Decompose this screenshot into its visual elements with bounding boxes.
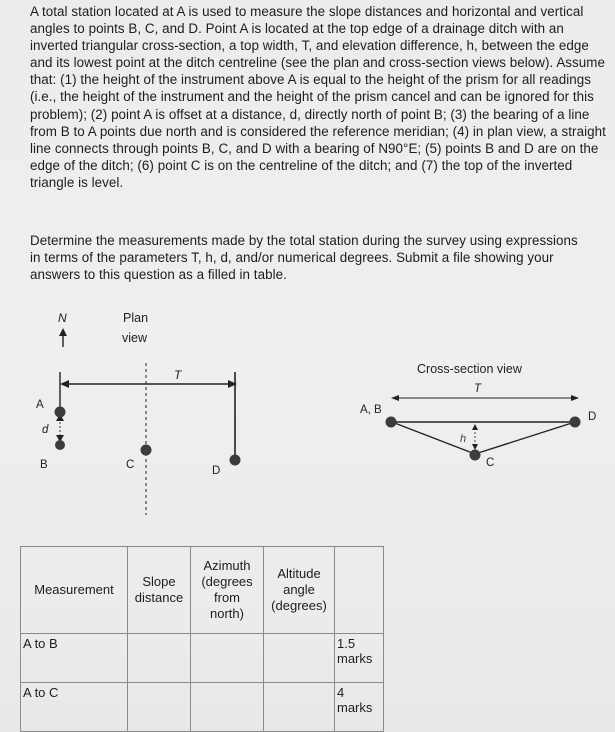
row-label: A to C [21, 683, 128, 732]
cross-section-title: Cross-section view [417, 362, 522, 376]
plan-label-B: B [40, 459, 48, 471]
cross-point-AB [386, 417, 397, 428]
question-paragraph-1: A total station located at A is used to measure the slope distances and horizontal and vertical angles to points B, C, and D. Point A is located at the top edge of a drainage ditch with an inverted triangular cross-section, a top width, T, and elevation difference, h, between the edge and its lowest point at the ditch centreline (see the plan and cross-section views below). Assume that: (1) the height of the instrument above A is equal to the height of the prism for all readings (i.e., the height of the instrument and the height of the prism cancel and can be ignored for this problem); (2) point A is offset at a distance, d, directly north of point B; (3) the bearing of a line from B to A points due north and is considered the reference meridian; (4) in plan view, a straight line connects through points B, C, and D with a bearing of N90°E; (5) points B and D are on the edge of the ditch; (6) point C is on the centreline of the ditch; and (7) the top of the inverted triangle is level. [30, 4, 606, 190]
altitude-angle-cell[interactable] [264, 634, 335, 683]
north-arrow-icon [59, 328, 67, 336]
cross-h-arrow-down-icon [472, 444, 478, 450]
table-row [21, 634, 384, 683]
cross-T-label: T [474, 383, 482, 395]
plan-view-title-1: Plan [123, 311, 149, 325]
header-measurement: Measurement [21, 547, 128, 634]
slope-distance-cell[interactable] [128, 683, 191, 732]
header-altitude-angle: Altitude angle (degrees) [264, 547, 335, 634]
cross-point-C [470, 450, 481, 461]
diagram-svg [0, 300, 615, 530]
slope-distance-cell[interactable] [128, 634, 191, 683]
cross-right-side [475, 422, 575, 454]
cross-h-label: h [460, 433, 467, 445]
plan-label-C: C [126, 459, 135, 471]
row-label: A to B [21, 634, 128, 683]
cross-T-arrow-left-icon [391, 395, 399, 401]
cross-label-C: C [486, 457, 495, 469]
marks-cell: 4 marks [335, 683, 384, 732]
table-header-row [21, 547, 384, 634]
plan-point-D [230, 455, 241, 466]
plan-point-B [55, 440, 65, 450]
plan-point-A [55, 407, 66, 418]
azimuth-cell[interactable] [191, 683, 264, 732]
azimuth-cell[interactable] [191, 634, 264, 683]
plan-view-title-2: view [122, 331, 148, 345]
survey-diagram [0, 300, 615, 530]
cross-T-arrow-right-icon [571, 395, 579, 401]
cross-label-AB: A, B [360, 404, 382, 416]
header-slope-distance: Slope distance [128, 547, 191, 634]
plan-T-arrow-left-icon [60, 380, 69, 388]
plan-point-C [141, 445, 152, 456]
plan-T-label: T [174, 368, 182, 382]
cross-point-D [570, 417, 581, 428]
question-paragraph-2: Determine the measurements made by the total station during the survey using expressions in terms of the parameters T, h, d, and/or numerical degrees. Submit a file showing your answers to this question as a filled in table. [30, 233, 578, 283]
plan-label-A: A [36, 399, 44, 411]
header-azimuth: Azimuth (degrees from north) [191, 547, 264, 634]
table-row [21, 683, 384, 732]
altitude-angle-cell[interactable] [264, 683, 335, 732]
cross-h-arrow-up-icon [472, 424, 478, 430]
marks-cell: 1.5 marks [335, 634, 384, 683]
plan-d-label: d [42, 424, 49, 436]
cross-label-D: D [588, 411, 597, 423]
plan-label-D: D [212, 465, 221, 477]
north-label: N [58, 311, 67, 325]
header-marks [335, 547, 384, 634]
measurement-table [20, 546, 384, 732]
